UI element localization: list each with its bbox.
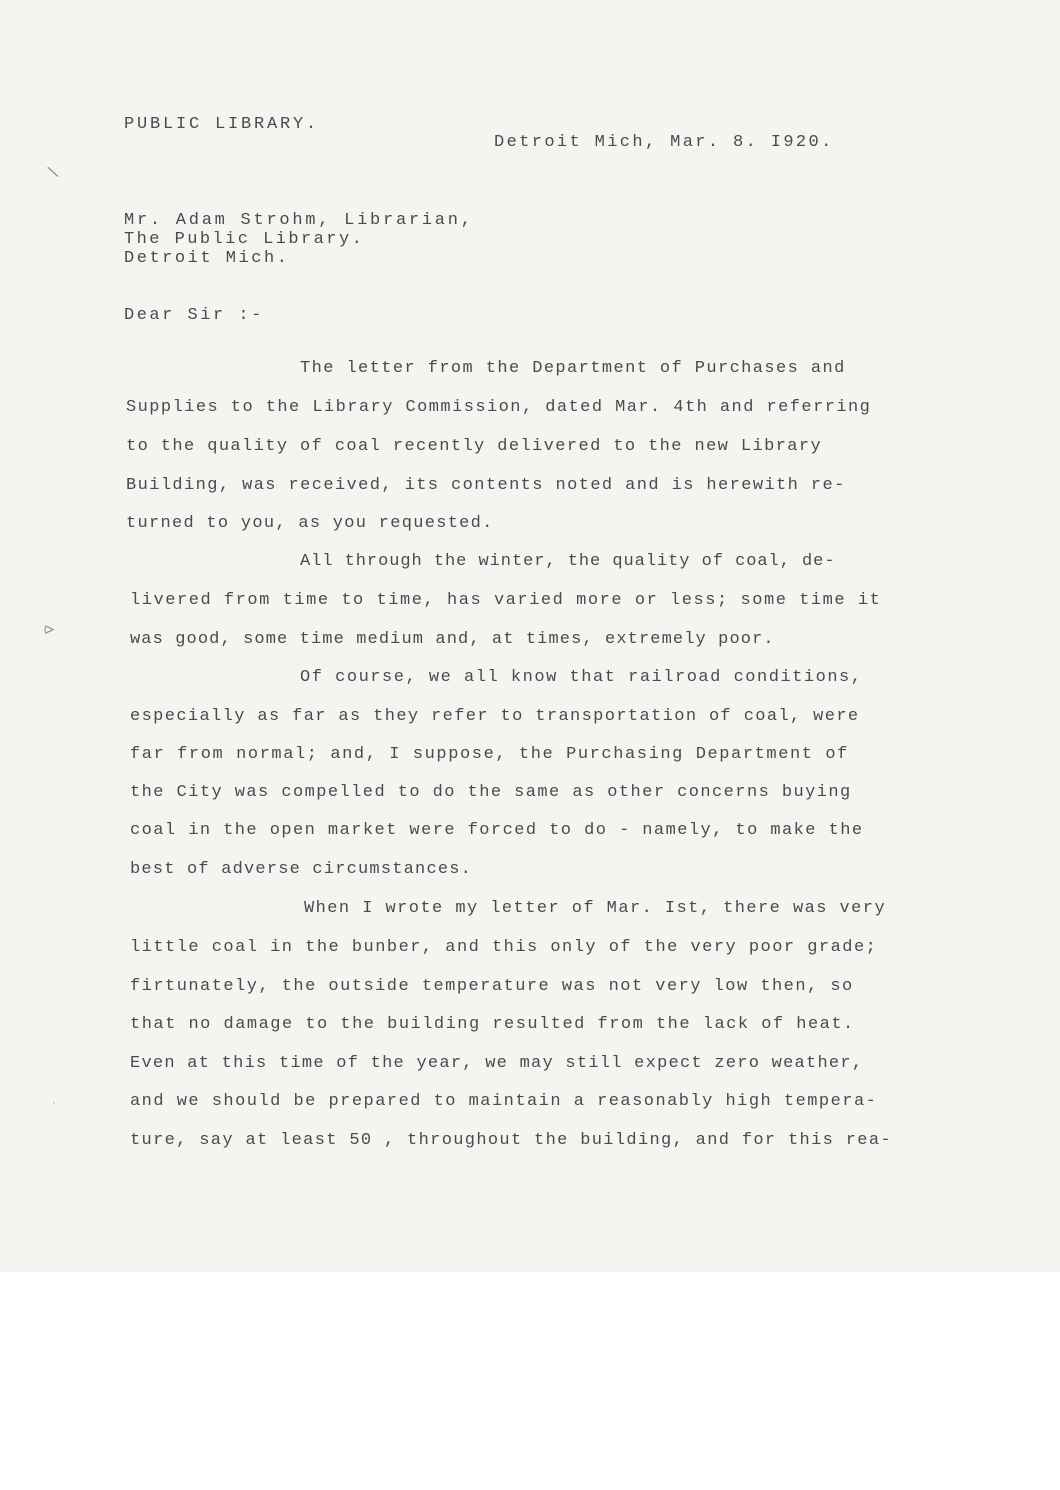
body-line: that no damage to the building resulted from the lack of heat. (130, 1015, 855, 1034)
body-line: far from normal; and, I suppose, the Purchasing Department of (130, 745, 849, 764)
body-line: Supplies to the Library Commission, dated Mar. 4th and referring (126, 398, 872, 417)
body-line: All through the winter, the quality of coal, de- (300, 552, 836, 571)
address-line: Mr. Adam Strohm, Librarian, (124, 211, 474, 230)
salutation: Dear Sir :- (124, 306, 264, 325)
body-line: livered from time to time, has varied more or less; some time it (130, 591, 882, 610)
margin-dot-mark: · (52, 1096, 56, 1110)
scanner-bed (0, 1272, 1060, 1490)
letterhead: PUBLIC LIBRARY. (124, 115, 320, 134)
body-line: turned to you, as you requested. (126, 514, 494, 533)
margin-arrow-mark: ⪧ (44, 618, 55, 639)
address-line: The Public Library. (124, 230, 365, 249)
body-line: The letter from the Department of Purchases and (300, 359, 846, 378)
body-line: to the quality of coal recently delivered to the new Library (126, 437, 823, 456)
dateline: Detroit Mich, Mar. 8. I920. (494, 133, 834, 152)
body-line: firtunately, the outside temperature was not very low then, so (130, 977, 854, 996)
body-line: Of course, we all know that railroad conditions, (300, 668, 863, 687)
body-line: best of adverse circumstances. (130, 860, 473, 879)
margin-tick-mark: \ (45, 161, 60, 182)
address-line: Detroit Mich. (124, 249, 290, 268)
body-line: Even at this time of the year, we may still expect zero weather, (130, 1054, 864, 1073)
body-line: ture, say at least 50 , throughout the building, and for this rea- (130, 1131, 892, 1150)
body-line: especially as far as they refer to transportation of coal, were (130, 707, 860, 726)
body-line: the City was compelled to do the same as other concerns buying (130, 783, 852, 802)
body-line: When I wrote my letter of Mar. Ist, there was very (304, 899, 887, 918)
body-line: little coal in the bunber, and this only of the very poor grade; (130, 938, 878, 957)
body-line: and we should be prepared to maintain a reasonably high tempera- (130, 1092, 878, 1111)
body-line: Building, was received, its contents noted and is herewith re- (126, 476, 846, 495)
body-line: coal in the open market were forced to do - namely, to make the (130, 821, 864, 840)
body-line: was good, some time medium and, at times, extremely poor. (130, 630, 775, 649)
